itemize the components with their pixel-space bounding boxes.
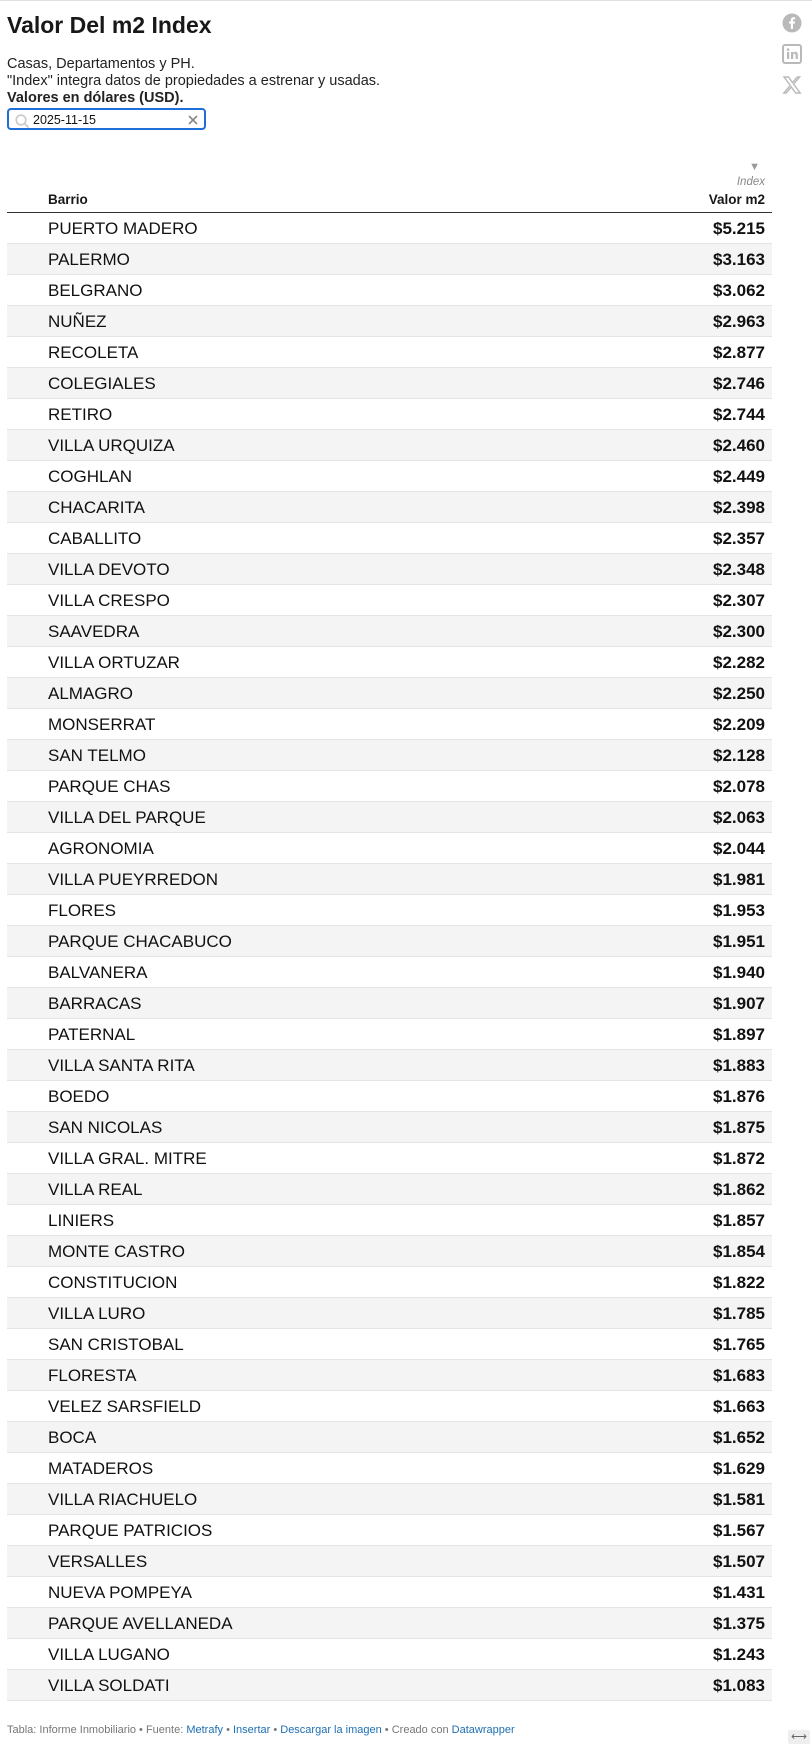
table-row	[7, 554, 772, 585]
valor-cell: $2.128	[713, 746, 765, 765]
table-row	[7, 926, 772, 957]
search-icon	[14, 113, 30, 129]
barrio-cell: VILLA REAL	[48, 1180, 143, 1199]
table-row	[7, 1577, 772, 1608]
valor-cell: $2.250	[713, 684, 765, 703]
table-header	[7, 159, 772, 213]
barrio-cell: CHACARITA	[48, 498, 145, 517]
description-line-2: "Index" integra datos de propiedades a estrenar y usadas.	[7, 73, 381, 89]
table-row	[7, 585, 772, 616]
barrio-cell: PARQUE AVELLANEDA	[48, 1614, 233, 1633]
table-row	[7, 1112, 772, 1143]
barrio-cell: VILLA GRAL. MITRE	[48, 1149, 207, 1168]
table-row	[7, 1329, 772, 1360]
table-row	[7, 1422, 772, 1453]
valor-cell: $2.209	[713, 715, 765, 734]
barrio-cell: PATERNAL	[48, 1025, 136, 1044]
column-subheader-index: Index	[736, 176, 765, 188]
table-row	[7, 1174, 772, 1205]
barrio-cell: AGRONOMIA	[48, 839, 154, 858]
valor-cell: $1.940	[713, 963, 765, 982]
table-row	[7, 1484, 772, 1515]
table-row	[7, 275, 772, 306]
table-row	[7, 1608, 772, 1639]
data-table	[7, 159, 772, 1701]
footer-created-with: • Creado con	[381, 1724, 452, 1736]
table-row	[7, 647, 772, 678]
barrio-cell: VILLA RIACHUELO	[48, 1490, 198, 1509]
source-link[interactable]: Metrafy	[186, 1724, 224, 1736]
barrio-cell: SAN TELMO	[48, 746, 146, 765]
barrio-cell: MONTE CASTRO	[48, 1242, 185, 1261]
valor-cell: $1.785	[713, 1304, 765, 1323]
chart-header	[7, 11, 767, 107]
search-input[interactable]	[33, 111, 183, 129]
barrio-cell: CABALLITO	[48, 529, 142, 548]
barrio-cell: COGHLAN	[48, 467, 133, 486]
barrio-cell: VILLA CRESPO	[48, 591, 170, 610]
valor-cell: $3.062	[713, 281, 765, 300]
valor-cell: $1.765	[713, 1335, 765, 1354]
table-row	[7, 1670, 772, 1701]
description-line-1: Casas, Departamentos y PH.	[7, 56, 195, 72]
table-row	[7, 1236, 772, 1267]
valor-cell: $1.652	[713, 1428, 765, 1447]
valor-cell: $5.215	[713, 219, 765, 238]
barrio-cell: ALMAGRO	[48, 684, 134, 703]
valor-cell: $1.854	[713, 1242, 765, 1261]
valor-cell: $2.877	[713, 343, 765, 362]
barrio-cell: VILLA ORTUZAR	[48, 653, 180, 672]
valor-cell: $3.163	[713, 250, 765, 269]
valor-cell: $1.857	[713, 1211, 765, 1230]
valor-cell: $2.398	[713, 498, 765, 517]
table-row	[7, 1515, 772, 1546]
valor-cell: $1.981	[713, 870, 765, 889]
column-header-barrio[interactable]: Barrio	[48, 192, 88, 207]
valor-cell: $1.431	[713, 1583, 765, 1602]
close-icon[interactable]	[186, 113, 200, 127]
table-row	[7, 1081, 772, 1112]
table-row	[7, 709, 772, 740]
barrio-cell: BALVANERA	[48, 963, 148, 982]
datawrapper-link[interactable]: Datawrapper	[451, 1724, 515, 1736]
table-row	[7, 461, 772, 492]
table-row	[7, 430, 772, 461]
valor-cell: $1.567	[713, 1521, 765, 1540]
table-row	[7, 399, 772, 430]
valor-cell: $1.883	[713, 1056, 765, 1075]
valor-cell: $1.507	[713, 1552, 765, 1571]
table-row	[7, 306, 772, 337]
table-row	[7, 1546, 772, 1577]
table-row	[7, 1453, 772, 1484]
valor-cell: $1.953	[713, 901, 765, 920]
barrio-cell: MONSERRAT	[48, 715, 156, 734]
valor-cell: $2.063	[713, 808, 765, 827]
valor-cell: $1.243	[713, 1645, 765, 1664]
description	[7, 56, 767, 107]
table-row	[7, 1205, 772, 1236]
share-buttons	[782, 13, 804, 106]
barrio-cell: CONSTITUCION	[48, 1273, 178, 1292]
table-row	[7, 1019, 772, 1050]
valor-cell: $1.629	[713, 1459, 765, 1478]
table-row	[7, 864, 772, 895]
footer-sep: •	[223, 1724, 233, 1736]
barrio-cell: VILLA LURO	[48, 1304, 146, 1323]
barrio-cell: VILLA SOLDATI	[48, 1676, 170, 1695]
valor-cell: $2.300	[713, 622, 765, 641]
table-row	[7, 1639, 772, 1670]
barrio-cell: VILLA DEL PARQUE	[48, 808, 206, 827]
description-line-3: Valores en dólares (USD).	[7, 90, 184, 106]
valor-cell: $2.449	[713, 467, 765, 486]
footer-prefix: Tabla: Informe Inmobiliario • Fuente:	[7, 1724, 187, 1736]
sort-indicator-icon[interactable]: ▼	[749, 161, 760, 173]
barrio-cell: VILLA SANTA RITA	[48, 1056, 195, 1075]
valor-cell: $1.862	[713, 1180, 765, 1199]
valor-cell: $2.357	[713, 529, 765, 548]
barrio-cell: NUÑEZ	[48, 312, 107, 331]
table-row	[7, 740, 772, 771]
valor-cell: $2.348	[713, 560, 765, 579]
table-row	[7, 492, 772, 523]
table-body	[7, 213, 772, 1701]
table-row	[7, 1391, 772, 1422]
barrio-cell: RETIRO	[48, 405, 113, 424]
barrio-cell: BARRACAS	[48, 994, 142, 1013]
valor-cell: $1.875	[713, 1118, 765, 1137]
barrio-cell: BOCA	[48, 1428, 97, 1447]
resize-arrows-icon[interactable]: ⟷	[788, 1730, 810, 1744]
barrio-cell: SAN CRISTOBAL	[48, 1335, 184, 1354]
barrio-cell: MATADEROS	[48, 1459, 154, 1478]
barrio-cell: BOEDO	[48, 1087, 110, 1106]
valor-cell: $2.282	[713, 653, 765, 672]
table-row	[7, 1143, 772, 1174]
facebook-icon[interactable]	[782, 13, 802, 33]
barrio-cell: NUEVA POMPEYA	[48, 1583, 192, 1602]
valor-cell: $2.744	[713, 405, 765, 424]
valor-cell: $2.044	[713, 839, 765, 858]
barrio-cell: PARQUE CHACABUCO	[48, 932, 232, 951]
barrio-cell: VILLA LUGANO	[48, 1645, 170, 1664]
barrio-cell: LINIERS	[48, 1211, 115, 1230]
barrio-cell: VILLA DEVOTO	[48, 560, 170, 579]
valor-cell: $2.746	[713, 374, 765, 393]
download-image-link[interactable]: Descargar la imagen	[280, 1724, 382, 1736]
table-row	[7, 244, 772, 275]
footer-sep: •	[270, 1724, 281, 1736]
table-row	[7, 1360, 772, 1391]
table-row	[7, 957, 772, 988]
table-row	[7, 368, 772, 399]
valor-cell: $2.078	[713, 777, 765, 796]
search-box	[7, 108, 206, 130]
x-icon[interactable]	[782, 75, 802, 95]
barrio-cell: VILLA PUEYRREDON	[48, 870, 219, 889]
valor-cell: $1.375	[713, 1614, 765, 1633]
valor-cell: $1.683	[713, 1366, 765, 1385]
barrio-cell: FLORES	[48, 901, 117, 920]
valor-cell: $2.307	[713, 591, 765, 610]
valor-cell: $1.907	[713, 994, 765, 1013]
barrio-cell: PARQUE PATRICIOS	[48, 1521, 213, 1540]
table-row	[7, 213, 772, 244]
valor-cell: $1.083	[713, 1676, 765, 1695]
barrio-cell: FLORESTA	[48, 1366, 137, 1385]
barrio-cell: RECOLETA	[48, 343, 139, 362]
table-row	[7, 988, 772, 1019]
table-row	[7, 523, 772, 554]
barrio-cell: VILLA URQUIZA	[48, 436, 175, 455]
valor-cell: $1.876	[713, 1087, 765, 1106]
barrio-cell: SAAVEDRA	[48, 622, 140, 641]
barrio-cell: VELEZ SARSFIELD	[48, 1397, 202, 1416]
barrio-cell: SAN NICOLAS	[48, 1118, 163, 1137]
barrio-cell: PALERMO	[48, 250, 130, 269]
table-row	[7, 833, 772, 864]
page-title: Valor Del m2 Index	[7, 12, 212, 38]
valor-cell: $1.872	[713, 1149, 765, 1168]
valor-cell: $1.663	[713, 1397, 765, 1416]
table-row	[7, 1298, 772, 1329]
barrio-cell: BELGRANO	[48, 281, 143, 300]
table-row	[7, 616, 772, 647]
embed-link[interactable]: Insertar	[232, 1724, 271, 1736]
table-row	[7, 678, 772, 709]
barrio-cell: COLEGIALES	[48, 374, 156, 393]
table-row	[7, 895, 772, 926]
table-row	[7, 771, 772, 802]
linkedin-icon[interactable]	[782, 44, 802, 64]
table-row	[7, 1267, 772, 1298]
table-row	[7, 802, 772, 833]
barrio-cell: VERSALLES	[48, 1552, 148, 1571]
valor-cell: $1.581	[713, 1490, 765, 1509]
table-row	[7, 1050, 772, 1081]
valor-cell: $1.822	[713, 1273, 765, 1292]
valor-cell: $1.897	[713, 1025, 765, 1044]
footer	[7, 1724, 515, 1736]
barrio-cell: PARQUE CHAS	[48, 777, 171, 796]
valor-cell: $2.963	[713, 312, 765, 331]
barrio-cell: PUERTO MADERO	[48, 219, 198, 238]
valor-cell: $1.951	[713, 932, 765, 951]
table-row	[7, 337, 772, 368]
column-header-valor[interactable]: Valor m2	[708, 192, 765, 207]
valor-cell: $2.460	[713, 436, 765, 455]
